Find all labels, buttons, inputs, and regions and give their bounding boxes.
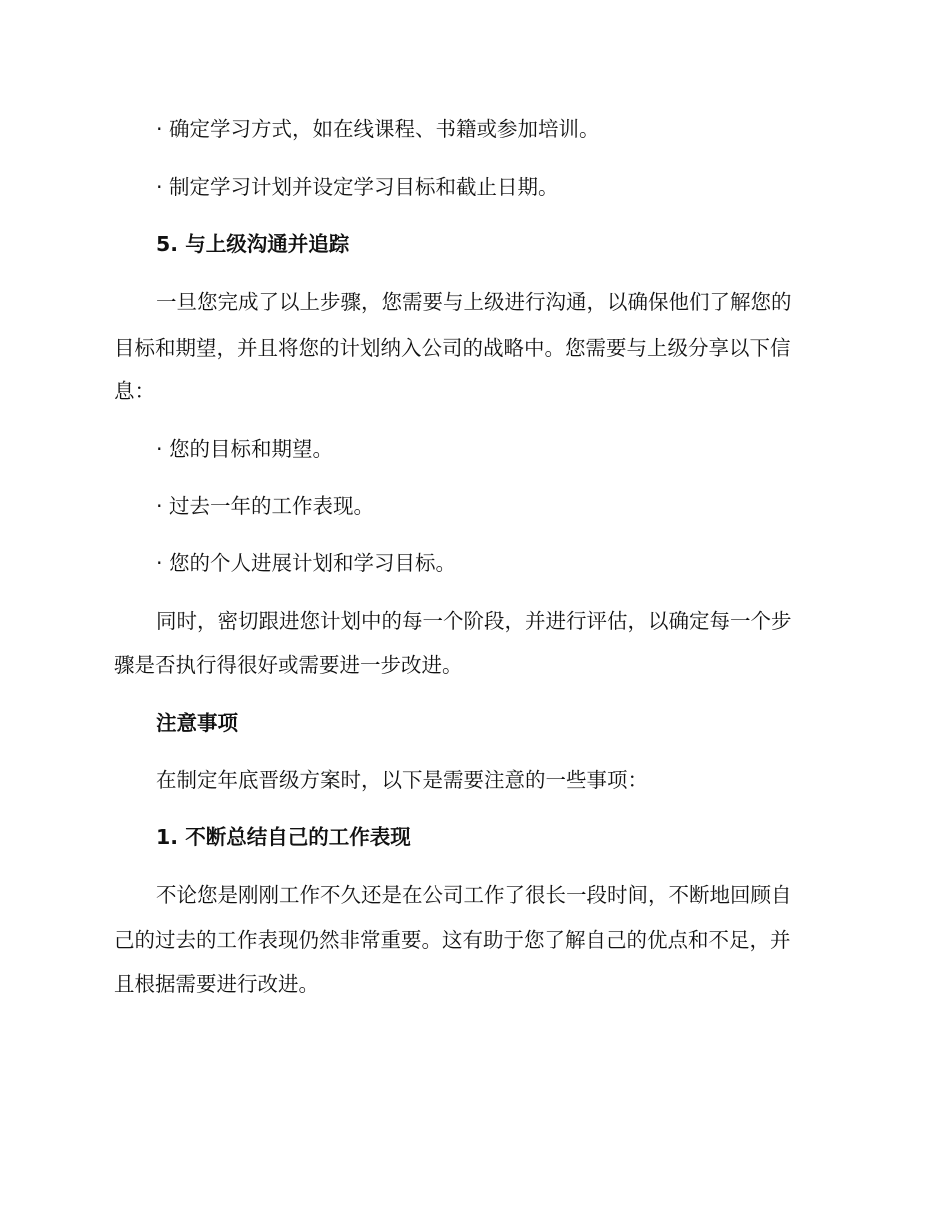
section5-followup-line: 骤是否执行得很好或需要进一步改进。 (114, 653, 463, 677)
bullet-goals: · 您的目标和期望。 (156, 437, 334, 461)
note1-paragraph-line: 且根据需要进行改进。 (114, 972, 319, 996)
section5-followup-line: 同时，密切跟进您计划中的每一个阶段，并进行评估，以确定每一个步 (156, 609, 792, 633)
bullet-personal-plan: · 您的个人进展计划和学习目标。 (156, 551, 457, 575)
section5-heading: 5. 与上级沟通并追踪 (156, 232, 350, 256)
section5-paragraph-line: 目标和期望，并且将您的计划纳入公司的战略中。您需要与上级分享以下信 (114, 336, 791, 360)
bullet-performance: · 过去一年的工作表现。 (156, 494, 375, 518)
notes-intro: 在制定年底晋级方案时，以下是需要注意的一些事项： (156, 768, 648, 792)
note1-paragraph-line: 不论您是刚刚工作不久还是在公司工作了很长一段时间，不断地回顾自 (156, 883, 792, 907)
bullet-learning-plan: · 制定学习计划并设定学习目标和截止日期。 (156, 175, 559, 199)
section5-paragraph-line: 息： (114, 379, 155, 403)
note1-paragraph-line: 己的过去的工作表现仍然非常重要。这有助于您了解自己的优点和不足，并 (114, 928, 791, 952)
note1-heading: 1. 不断总结自己的工作表现 (156, 825, 411, 849)
notes-heading: 注意事项 (156, 711, 238, 735)
bullet-learning-method: · 确定学习方式，如在线课程、书籍或参加培训。 (156, 117, 600, 141)
section5-paragraph-line: 一旦您完成了以上步骤，您需要与上级进行沟通，以确保他们了解您的 (156, 290, 792, 314)
